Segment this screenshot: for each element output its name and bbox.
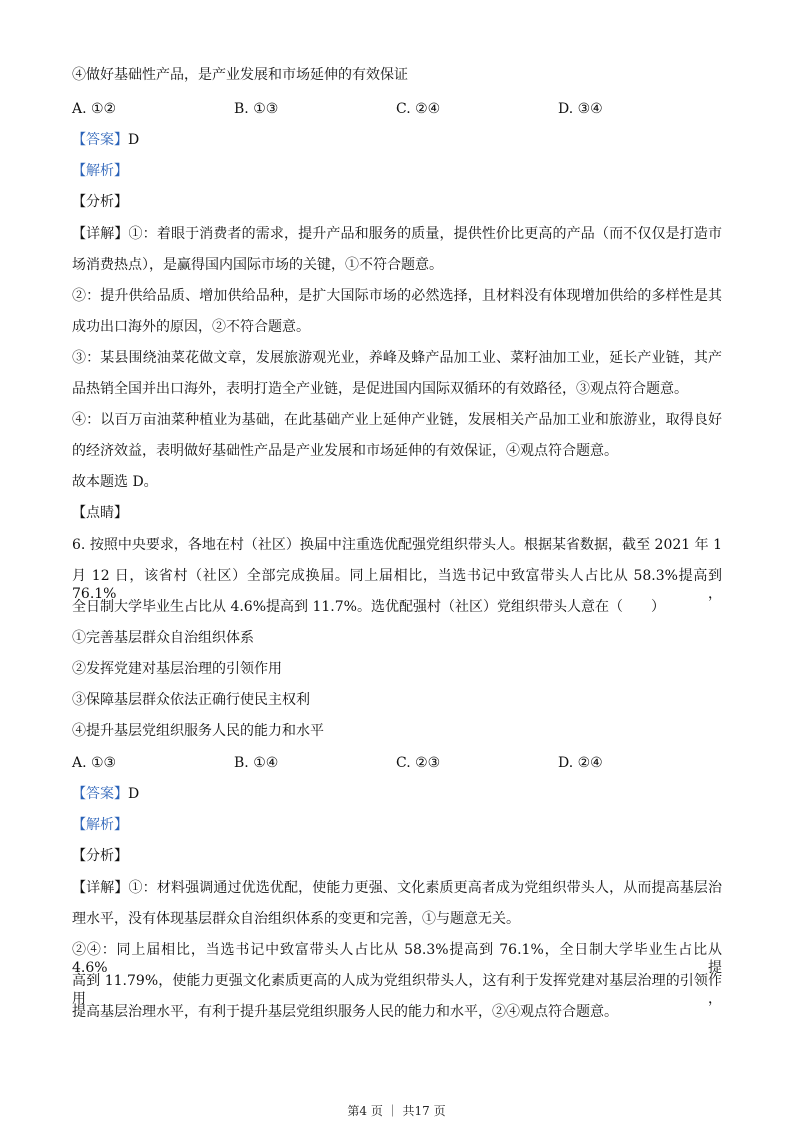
detail-line [72, 879, 722, 897]
answer-tag: 【答案】 [72, 786, 128, 802]
detail-line: ③：某县围绕油菜花做文章，发展旅游观光业，养峰及蜂产品加工业、菜籽油加工业，延长产业链，其产 [72, 350, 722, 366]
answer-line [72, 785, 139, 803]
detail-line: 提高基层治理水平，有利于提升基层党组织服务人民的能力和水平，②④观点符合题意。 [72, 1004, 618, 1020]
conclusion-line: 故本题选 D。 [72, 474, 158, 490]
detail-text: ①：着眼于消费者的需求，提升产品和服务的质量，提供性价比更高的产品（而不仅仅是打造市 [128, 226, 723, 242]
detail-tag: 【详解】 [72, 226, 129, 242]
analysis-tag: 【解析】 [72, 163, 128, 179]
statement-4: ④提升基层党组织服务人民的能力和水平 [72, 723, 324, 739]
detail-line: 场消费热点），是赢得国内国际市场的关键，①不符合题意。 [72, 257, 443, 273]
choice-d: D. ②④ [558, 755, 603, 771]
detail-line: 品热销全国并出口海外，表明打造全产业链，是促进国内国际双循环的有效路径，③观点符合题意。 [72, 381, 688, 397]
question-stem: 全日制大学毕业生占比从 4.6%提高到 11.7%。选优配强村（社区）党组织带头人意在（ ） [72, 599, 665, 615]
detail-line: ②④：同上届相比，当选书记中致富带头人占比从 58.3%提高到 76.1%，全日制大学毕业生占比从 4.6%提 [72, 942, 722, 976]
answer-line [72, 131, 139, 149]
detail-line: ②：提升供给品质、增加供给品种，是扩大国际市场的必然选择，且材料没有体现增加供给的多样性是其 [72, 288, 722, 304]
choice-d: D. ③④ [558, 101, 603, 117]
answer-tag: 【答案】 [72, 132, 128, 148]
detail-line: ④：以百万亩油菜种植业为基础，在此基础产业上延伸产业链，发展相关产品加工业和旅游业，取得良好 [72, 412, 722, 428]
statement-3: ③保障基层群众依法正确行使民主权利 [72, 692, 310, 708]
statement-2: ②发挥党建对基层治理的引领作用 [72, 661, 282, 677]
choice-c: C. ②③ [396, 755, 441, 771]
choice-b: B. ①③ [234, 101, 279, 117]
detail-line: 理水平，没有体现基层群众自治组织体系的变更和完善，①与题意无关。 [72, 911, 520, 927]
question-stem: 6. 按照中央要求，各地在村（社区）换届中注重选优配强党组织带头人。根据某省数据，截至 2021 年 1 [72, 537, 722, 553]
detail-tag: 【详解】 [72, 880, 129, 896]
question-stem: 月 12 日，该省村（社区）全部完成换届。同上届相比，当选书记中致富带头人占比从 58.3%提高到 76.1%， [72, 568, 722, 602]
detail-line: 成功出口海外的原因，②不符合题意。 [72, 319, 310, 335]
detail-text: ①：材料强调通过优选优配，使能力更强、文化素质更高者成为党组织带头人，从而提高基层治 [128, 880, 723, 896]
detail-line [72, 225, 722, 243]
choice-a: A. ①② [72, 101, 117, 117]
choice-c: C. ②④ [396, 101, 441, 117]
page-footer: 第4 页 ｜ 共17 页 [347, 1104, 446, 1118]
statement-1: ①完善基层群众自治组织体系 [72, 630, 254, 646]
dianjing-tag: 【点睛】 [72, 505, 128, 521]
choice-b: B. ①④ [234, 755, 279, 771]
fenxi-tag: 【分析】 [72, 848, 128, 864]
fenxi-tag: 【分析】 [72, 194, 128, 210]
answer-value: D [128, 786, 140, 802]
choice-a: A. ①③ [72, 755, 117, 771]
answer-value: D [128, 132, 140, 148]
option-4-text: ④做好基础性产品，是产业发展和市场延伸的有效保证 [72, 67, 408, 83]
detail-line: 的经济效益，表明做好基础性产品是产业发展和市场延伸的有效保证，④观点符合题意。 [72, 443, 618, 459]
analysis-tag: 【解析】 [72, 817, 128, 833]
detail-line: 高到 11.79%，使能力更强文化素质更高的人成为党组织带头人，这有利于发挥党建对基层治理的引领作用， [72, 973, 722, 1007]
